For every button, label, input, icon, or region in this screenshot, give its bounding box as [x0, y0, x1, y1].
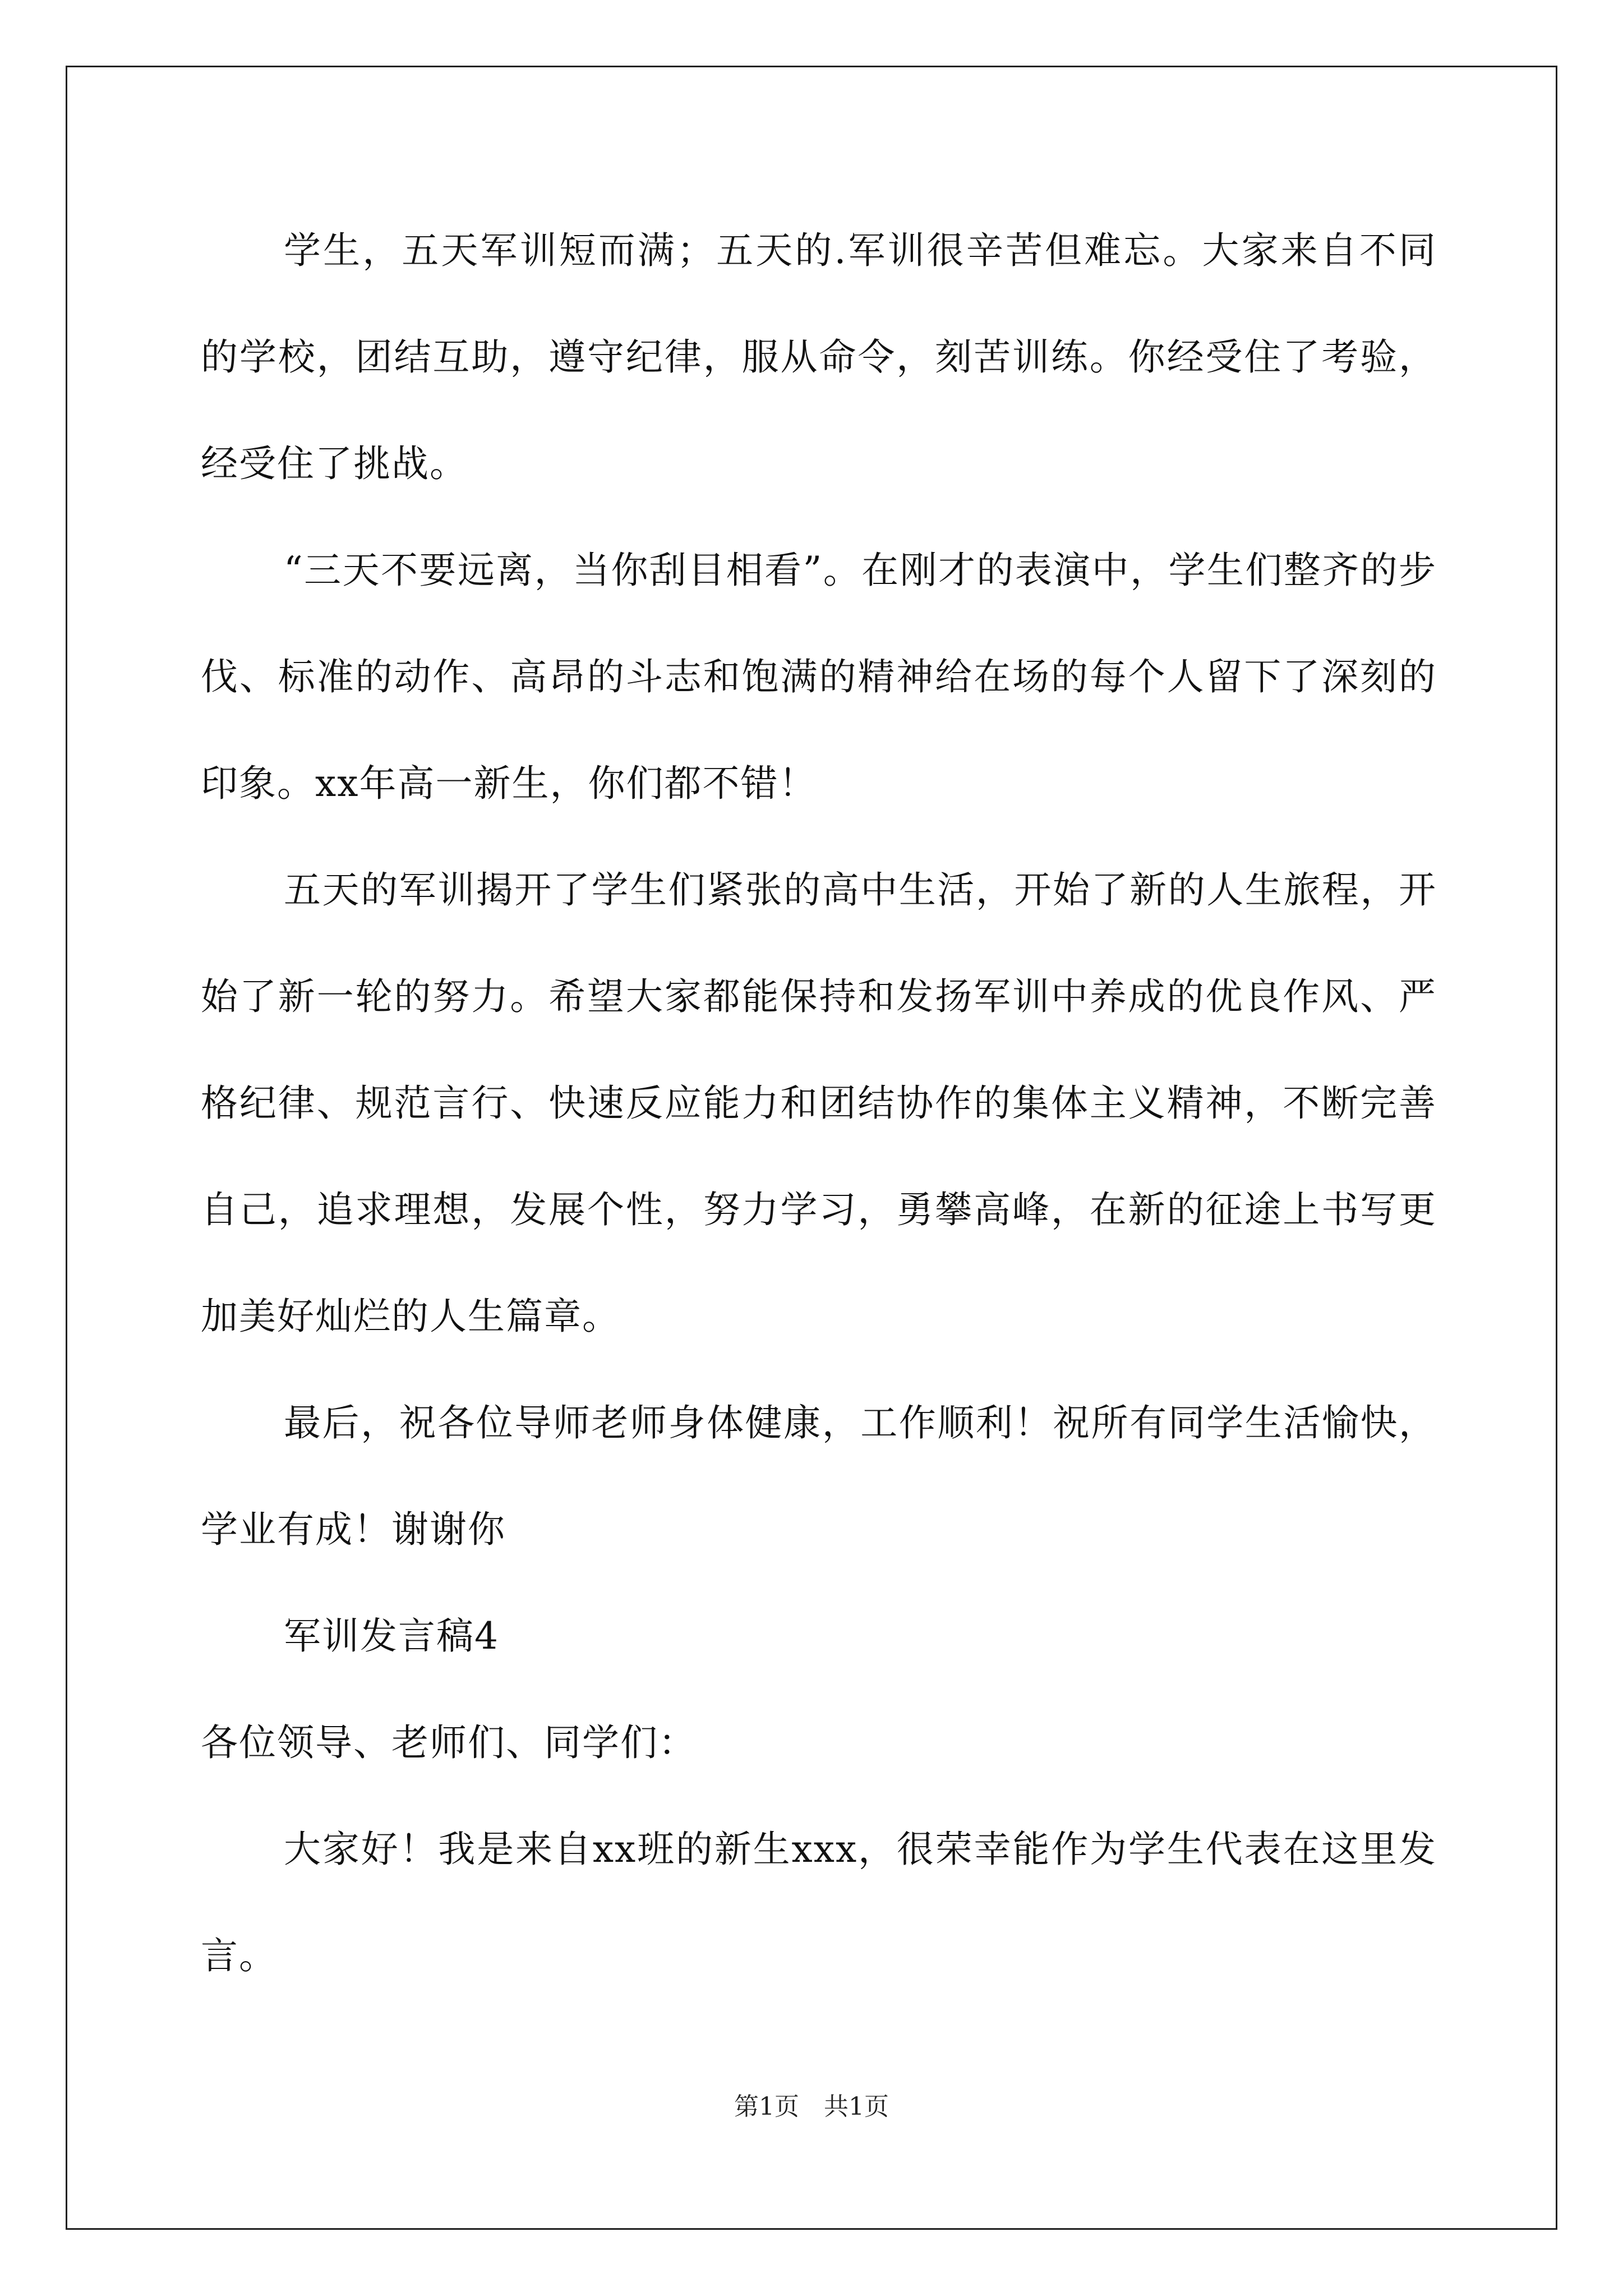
paragraph-performance-praise: “三天不要远离，当你刮目相看”。在刚才的表演中，学生们整齐的步伐、标准的动作、高昂的斗志和饱满的精神给在场的每个人留下了深刻的印象。xx年高一新生，你们都不错！: [201, 549, 1437, 805]
section-heading: 军训发言稿4: [284, 1614, 499, 1658]
document-body: [201, 197, 1437, 2009]
page-number-footer: 第1页 共1页: [734, 2092, 889, 2121]
paragraph-closing-wishes: 最后，祝各位导师老师身体健康，工作顺利！祝所有同学生活愉快，学业有成！谢谢你: [201, 1401, 1437, 1551]
paragraph-introduction: 大家好！我是来自xx班的新生xxx，很荣幸能作为学生代表在这里发言。: [201, 1828, 1437, 1977]
paragraph-training-summary: 学生，五天军训短而满；五天的.军训很辛苦但难忘。大家来自不同的学校，团结互助，遵守纪律，服从命令，刻苦训练。你经受住了考验，经受住了挑战。: [201, 229, 1437, 485]
paragraph-hopes: 五天的军训揭开了学生们紧张的高中生活，开始了新的人生旅程，开始了新一轮的努力。希望大家都能保持和发扬军训中养成的优良作风、严格纪律、规范言行、快速反应能力和团结协作的集体主义精神，不断完善自己，追求理想，发展个性，努力学习，勇攀高峰，在新的征途上书写更加美好灿烂的人生篇章。: [201, 868, 1437, 1338]
salutation: 各位领导、老师们、同学们：: [201, 1721, 697, 1764]
